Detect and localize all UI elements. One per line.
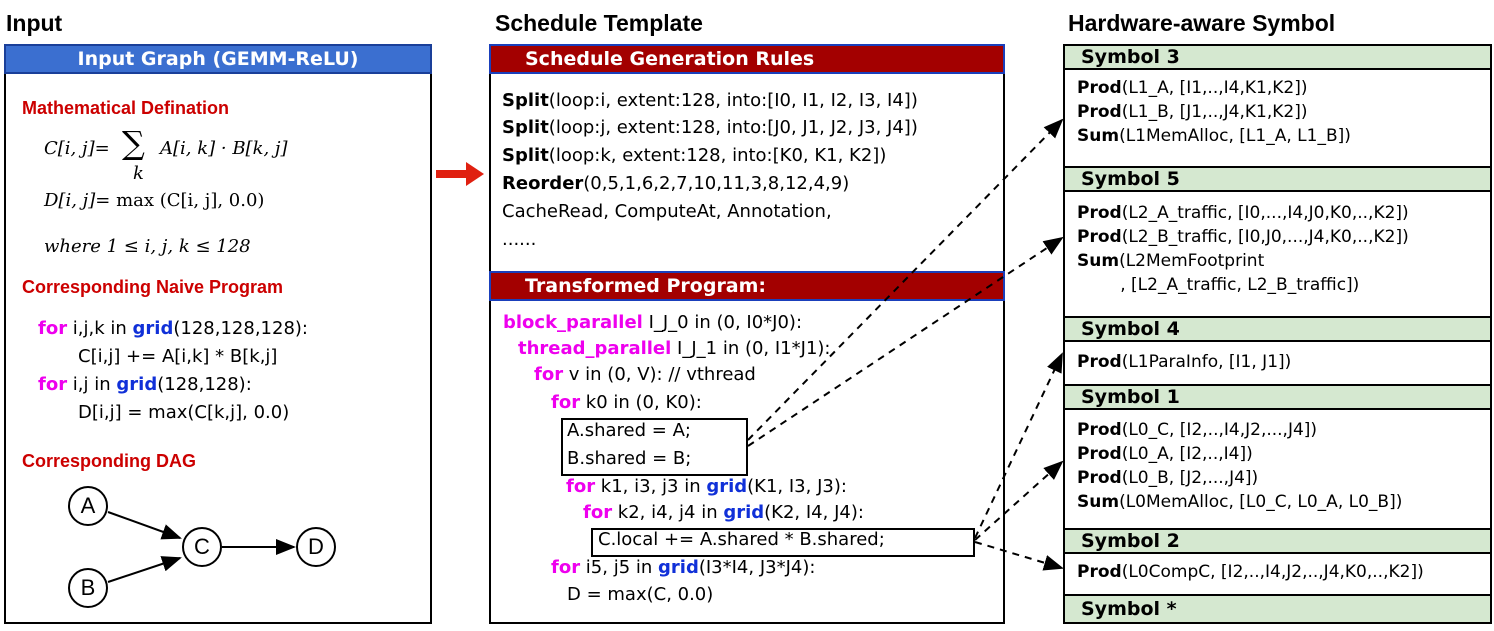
symbol-op: Prod xyxy=(1077,562,1122,582)
for-keyword: for xyxy=(38,374,68,395)
grid-function: grid xyxy=(723,502,765,523)
symbol-line: , [L2_A_traffic, L2_B_traffic]) xyxy=(1077,275,1360,295)
symbol-3-header: Symbol 3 xyxy=(1063,44,1492,70)
symbol-op: Prod xyxy=(1077,203,1122,223)
code-text: v in (0, V): // vthread xyxy=(563,364,756,385)
rule-args: (loop:k, extent:128, into:[K0, K1, K2]) xyxy=(548,145,887,166)
for-keyword: for xyxy=(551,557,581,578)
rule-line-6: ...... xyxy=(502,229,537,250)
symbol-star-header: Symbol * xyxy=(1063,594,1492,624)
symbol-op: Prod xyxy=(1077,78,1122,98)
grid-function: grid xyxy=(658,557,699,578)
symbol-args: (L2_A_traffic, [I0,...,I4,J0,K0,..,K2]) xyxy=(1121,203,1409,223)
prog-line-9: C.local += A.shared * B.shared; xyxy=(598,529,885,550)
eq1-lhs: C[i, j] xyxy=(44,138,95,159)
symbol-args: (L2_B_traffic, [I0,J0,...,J4,K0,..,K2]) xyxy=(1121,227,1409,247)
for-keyword: for xyxy=(38,318,68,339)
dag-node-d: D xyxy=(296,527,336,567)
dag-node-a: A xyxy=(68,486,108,526)
symbol-args: (L1_A, [I1,..,I4,K1,K2]) xyxy=(1121,78,1308,98)
connector-to-symbol-1 xyxy=(975,462,1062,540)
symbol-op: Prod xyxy=(1077,227,1122,247)
grid-function: grid xyxy=(116,374,158,395)
symbol-5-header: Symbol 5 xyxy=(1063,166,1492,192)
code-text: k2, i4, j4 in xyxy=(612,502,724,523)
symbol-args: (L1_B, [J1,..,J4,K1,K2]) xyxy=(1121,102,1308,122)
connector-to-symbol-3 xyxy=(748,120,1062,440)
eq2-lhs: D[i, j] xyxy=(44,190,96,211)
code-text: (I3*I4, J3*J4): xyxy=(698,557,816,578)
prog-line-6: B.shared = B; xyxy=(567,448,692,469)
naive-program-heading: Corresponding Naive Program xyxy=(22,277,284,297)
input-section-title: Input xyxy=(6,10,63,36)
rule-line-5: CacheRead, ComputeAt, Annotation, xyxy=(502,201,832,222)
symbol-args: (L2MemFootprint xyxy=(1119,251,1265,271)
connector-to-symbol-2 xyxy=(975,542,1062,568)
code-text: (128,128,128): xyxy=(173,318,308,339)
dag-node-c: C xyxy=(182,527,222,567)
naive-code-line-2: C[i,j] += A[i,k] * B[k,j] xyxy=(78,346,278,367)
program-header: Transformed Program: xyxy=(489,271,1005,301)
eq1-equals: = xyxy=(94,138,110,159)
parallel-keyword: block_parallel xyxy=(503,312,643,333)
dag-node-b: B xyxy=(68,568,108,608)
for-keyword: for xyxy=(534,364,564,385)
code-text: (K1, I3, J3): xyxy=(747,476,847,497)
symbol-op: Prod xyxy=(1077,420,1122,440)
prog-line-11: D = max(C, 0.0) xyxy=(567,584,714,605)
code-text: I_J_0 in (0, I0*J0): xyxy=(642,312,803,333)
equation-3: where 1 ≤ i, j, k ≤ 128 xyxy=(44,236,251,257)
rule-op: Split xyxy=(502,117,549,138)
grid-function: grid xyxy=(706,476,748,497)
connector-to-symbol-4 xyxy=(975,354,1062,538)
dag-heading: Corresponding DAG xyxy=(22,451,196,471)
code-text: i,j in xyxy=(67,374,117,395)
math-heading: Mathematical Defination xyxy=(22,98,230,118)
naive-code-line-4: D[i,j] = max(C[k,j], 0.0) xyxy=(78,402,290,423)
code-text: I_J_1 in (0, I1*J1): xyxy=(671,338,831,359)
symbol-op: Prod xyxy=(1077,444,1122,464)
code-text: k0 in (0, K0): xyxy=(580,392,702,413)
rules-header: Schedule Generation Rules xyxy=(489,44,1005,74)
symbol-op: Prod xyxy=(1077,102,1122,122)
symbol-op: Prod xyxy=(1077,468,1122,488)
rule-args: (loop:i, extent:128, into:[I0, I1, I2, I3, I4]) xyxy=(548,90,918,111)
symbol-args: (L0_B, [J2,...,J4]) xyxy=(1121,468,1259,488)
rule-op: Reorder xyxy=(502,173,584,194)
code-text: (128,128): xyxy=(157,374,252,395)
symbol-args: (L0_C, [I2,..,I4,J2,...,J4]) xyxy=(1121,420,1318,440)
grid-function: grid xyxy=(132,318,174,339)
rule-args: (loop:j, extent:128, into:[J0, J1, J2, J3, J4]) xyxy=(548,117,918,138)
symbol-args: (L1ParaInfo, [I1, J1]) xyxy=(1121,352,1292,372)
sum-symbol: ∑ xyxy=(122,124,145,162)
symbol-op: Sum xyxy=(1077,251,1120,271)
symbol-args: (L0CompC, [I2,..,I4,J2,..,J4,K0,..,K2]) xyxy=(1121,562,1424,582)
rule-args: (0,5,1,6,2,7,10,11,3,8,12,4,9) xyxy=(583,173,850,194)
symbol-4-header: Symbol 4 xyxy=(1063,316,1492,342)
sum-subscript: k xyxy=(133,163,144,184)
symbol-args: (L1MemAlloc, [L1_A, L1_B]) xyxy=(1119,126,1351,146)
for-keyword: for xyxy=(551,392,581,413)
symbol-1-header: Symbol 1 xyxy=(1063,384,1492,410)
symbol-2-header: Symbol 2 xyxy=(1063,528,1492,554)
symbol-args: (L0MemAlloc, [L0_C, L0_A, L0_B]) xyxy=(1119,492,1403,512)
code-text: (K2, I4, J4): xyxy=(764,502,864,523)
input-graph-header: Input Graph (GEMM-ReLU) xyxy=(4,44,432,74)
symbol-section-title: Hardware-aware Symbol xyxy=(1068,10,1336,36)
prog-line-5: A.shared = A; xyxy=(567,420,691,441)
connector-to-symbol-5 xyxy=(748,238,1062,446)
symbol-op: Sum xyxy=(1077,126,1120,146)
template-section-title: Schedule Template xyxy=(495,10,703,36)
parallel-keyword: thread_parallel xyxy=(518,338,672,359)
for-keyword: for xyxy=(566,476,596,497)
rule-op: Split xyxy=(502,90,549,111)
code-text: i5, j5 in xyxy=(580,557,659,578)
for-keyword: for xyxy=(583,502,613,523)
rule-op: Split xyxy=(502,145,549,166)
symbol-op: Sum xyxy=(1077,492,1120,512)
eq2-rhs: = max (C[i, j], 0.0) xyxy=(95,190,265,211)
eq1-rhs: A[i, k] · B[k, j] xyxy=(160,138,288,159)
code-text: i,j,k in xyxy=(67,318,133,339)
code-text: k1, i3, j3 in xyxy=(595,476,707,497)
symbol-op: Prod xyxy=(1077,352,1122,372)
symbol-args: (L0_A, [I2,..,I4]) xyxy=(1121,444,1253,464)
